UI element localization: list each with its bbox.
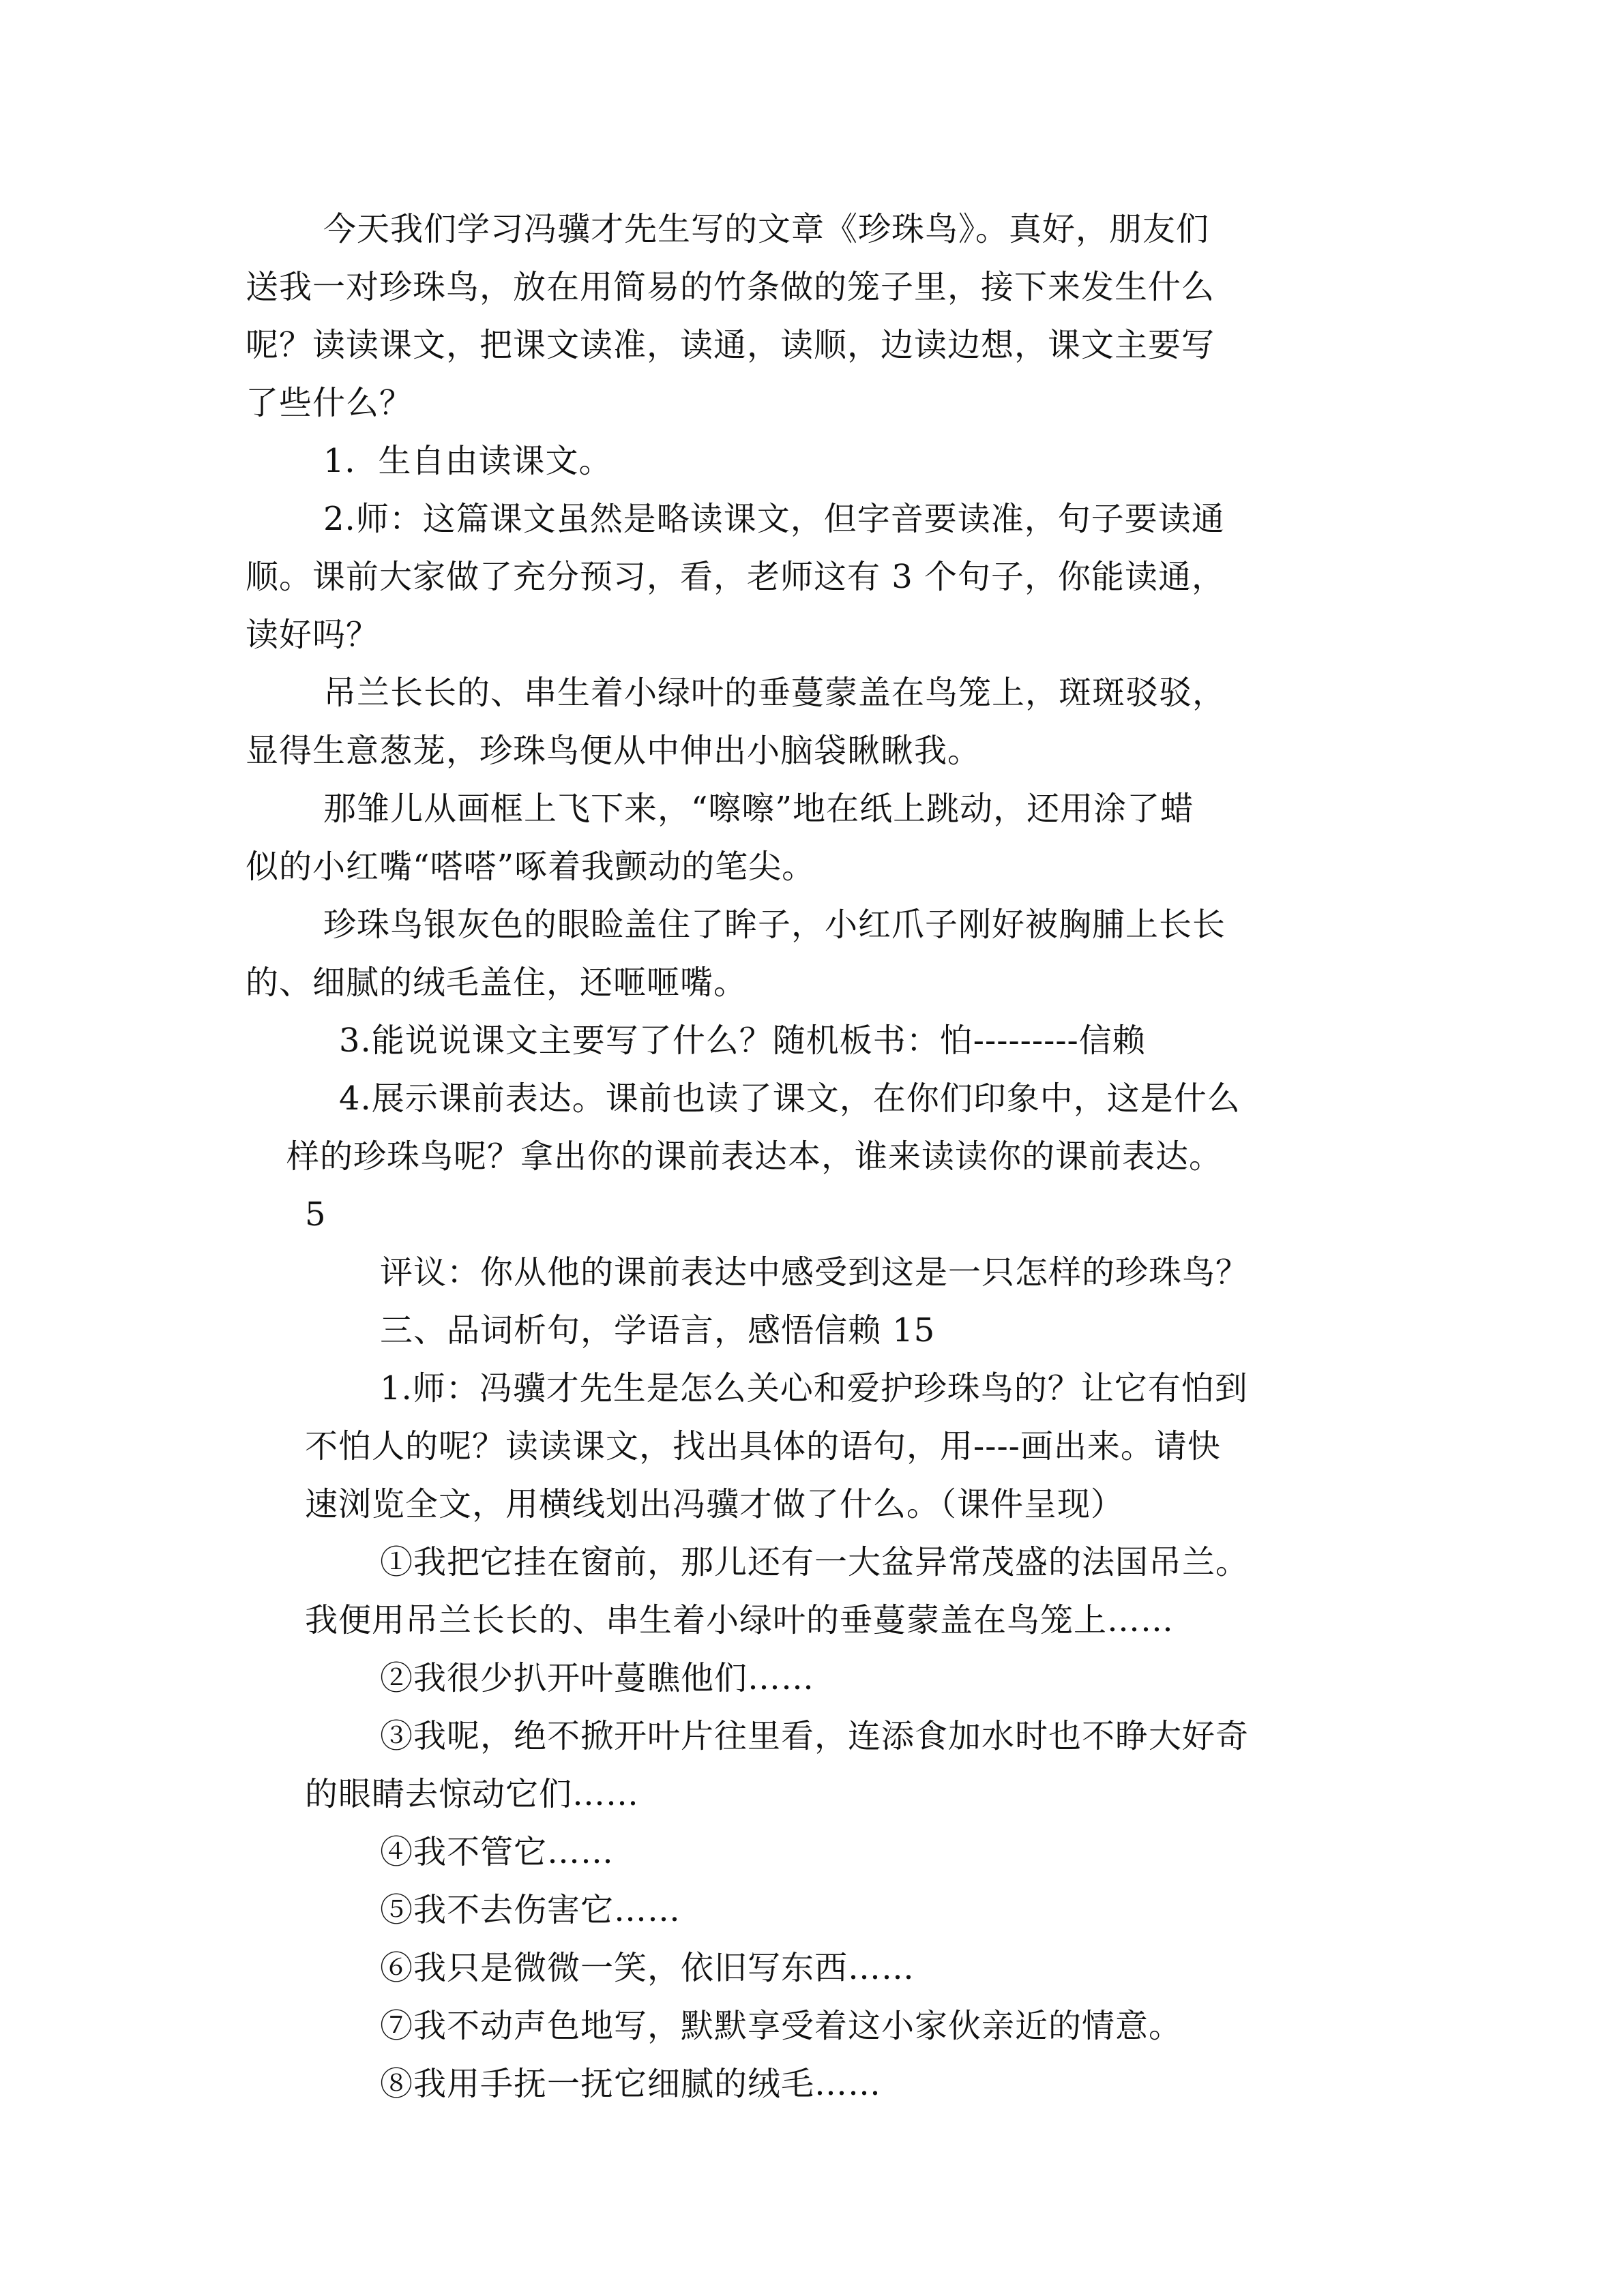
text-line: 不怕人的呢？读读课文，找出具体的语句，用----画出来。请快: [305, 1427, 1221, 1465]
text-line: 顺。课前大家做了充分预习，看，老师这有 3 个句子，你能读通，: [246, 558, 1226, 596]
text-line: 似的小红嘴“嗒嗒”啄着我颤动的笔尖。: [246, 848, 816, 886]
text-line: 1.师：冯骥才先生是怎么关心和爱护珍珠鸟的？让它有怕到: [380, 1369, 1248, 1407]
text-line: 样的珍珠鸟呢？拿出你的课前表达本，谁来读读你的课前表达。: [286, 1137, 1223, 1176]
text-line: ④我不管它……: [380, 1833, 615, 1871]
text-line: 2.师：这篇课文虽然是略读课文，但字音要读准，句子要读通: [323, 500, 1225, 538]
text-line: 5: [305, 1195, 327, 1234]
text-line: ⑦我不动声色地写，默默享受着这小家伙亲近的情意。: [380, 2007, 1183, 2045]
text-line: 评议：你从他的课前表达中感受到这是一只怎样的珍珠鸟？: [380, 1253, 1250, 1292]
text-line: 呢？读读课文，把课文读准，读通，读顺，边读边想，课文主要写: [246, 326, 1215, 364]
text-line: ⑥我只是微微一笑，依旧写东西……: [380, 1949, 915, 1987]
text-line: 4.展示课前表达。课前也读了课文，在你们印象中，这是什么: [339, 1079, 1241, 1118]
text-line: ⑤我不去伤害它……: [380, 1891, 681, 1929]
text-line: ⑧我用手抚一抚它细腻的绒毛……: [380, 2065, 882, 2103]
text-line: ①我把它挂在窗前，那儿还有一大盆异常茂盛的法国吊兰。: [380, 1543, 1250, 1581]
text-line: ②我很少扒开叶蔓瞧他们……: [380, 1659, 815, 1697]
section-heading: 三、品词析句，学语言，感悟信赖 15: [380, 1311, 936, 1350]
text-line: 吊兰长长的、串生着小绿叶的垂蔓蒙盖在鸟笼上，斑斑驳驳，: [323, 674, 1226, 712]
text-line: 了些什么？: [246, 384, 413, 422]
text-line: 1．生自由读课文。: [323, 442, 612, 480]
text-line: 那雏儿从画框上飞下来，“嚓嚓”地在纸上跳动，还用涂了蜡: [323, 790, 1194, 828]
text-line: 今天我们学习冯骥才先生写的文章《珍珠鸟》。真好，朋友们: [323, 210, 1210, 248]
text-line: 的眼睛去惊动它们……: [305, 1775, 640, 1813]
text-line: ③我呢，绝不掀开叶片往里看，连添食加水时也不睁大好奇: [380, 1717, 1250, 1755]
text-line: 珍珠鸟银灰色的眼睑盖住了眸子，小红爪子刚好被胸脯上长长: [323, 906, 1226, 944]
text-line: 3.能说说课文主要写了什么？随机板书：怕---------信赖: [339, 1022, 1146, 1060]
text-line: 读好吗？: [246, 616, 380, 654]
text-line: 的、细腻的绒毛盖住，还咂咂嘴。: [246, 964, 748, 1002]
text-line: 我便用吊兰长长的、串生着小绿叶的垂蔓蒙盖在鸟笼上……: [305, 1601, 1175, 1639]
text-line: 送我一对珍珠鸟，放在用简易的竹条做的笼子里，接下来发生什么: [246, 268, 1215, 306]
text-line: 显得生意葱茏，珍珠鸟便从中伸出小脑袋瞅瞅我。: [246, 732, 981, 770]
text-line: 速浏览全文，用横线划出冯骥才做了什么。（课件呈现）: [305, 1485, 1125, 1523]
